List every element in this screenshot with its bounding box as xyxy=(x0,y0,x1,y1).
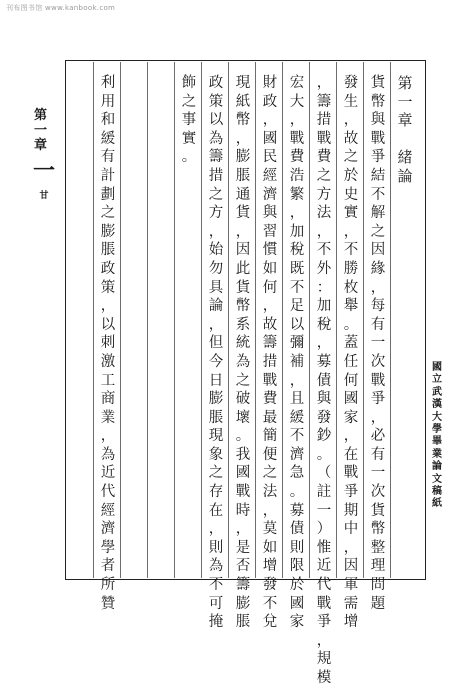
column-char: 限 xyxy=(289,558,305,575)
column-char: 勿 xyxy=(208,260,224,277)
column-char: 此 xyxy=(235,260,251,277)
column-char: 民 xyxy=(262,149,278,166)
column-char: 之 xyxy=(181,93,197,110)
column-char: 軍 xyxy=(343,577,359,594)
column-char: 為 xyxy=(100,446,116,463)
text-column xyxy=(311,74,337,688)
column-char: 既 xyxy=(289,260,305,277)
column-char: 與 xyxy=(370,112,386,129)
column-char: 膨 xyxy=(235,595,251,612)
column-char: 一 xyxy=(370,335,386,352)
column-char: 用 xyxy=(100,93,116,110)
column-char: 戰 xyxy=(370,372,386,389)
text-column xyxy=(284,74,310,632)
column-char: ， xyxy=(208,223,224,240)
column-char: 業 xyxy=(100,409,116,426)
column-char: 因 xyxy=(370,242,386,259)
text-column xyxy=(365,74,391,613)
column-char: 何 xyxy=(343,372,359,389)
column-char: 發 xyxy=(316,409,332,426)
column-char: ， xyxy=(262,502,278,519)
column-char: 壞 xyxy=(235,409,251,426)
column-char: 募 xyxy=(316,353,332,370)
text-column xyxy=(203,74,229,632)
column-char: 濟 xyxy=(289,446,305,463)
column-char: ， xyxy=(100,428,116,445)
column-char: 是 xyxy=(235,539,251,556)
column-char: 紙 xyxy=(235,93,251,110)
column-char: 脹 xyxy=(235,167,251,184)
column-char: 近 xyxy=(100,465,116,482)
column-char: 債 xyxy=(289,521,305,538)
column-char: 緒 xyxy=(397,148,413,167)
column-char: 任 xyxy=(343,353,359,370)
column-char: 最 xyxy=(262,409,278,426)
column-char: 不 xyxy=(370,186,386,203)
column-char: 在 xyxy=(343,446,359,463)
column-char: 劃 xyxy=(100,186,116,203)
column-char: 今 xyxy=(208,353,224,370)
column-char: 足 xyxy=(289,298,305,315)
column-char: 通 xyxy=(235,186,251,203)
column-char: 之 xyxy=(208,186,224,203)
column-char: 膨 xyxy=(208,391,224,408)
column-char: 國 xyxy=(235,465,251,482)
margin-note: 甘 xyxy=(39,191,49,201)
column-char: 統 xyxy=(235,335,251,352)
column-char: 費 xyxy=(289,149,305,166)
column-char: 籌 xyxy=(262,335,278,352)
column-char: 代 xyxy=(316,577,332,594)
column-char: 事 xyxy=(181,112,197,129)
column-char: 商 xyxy=(100,391,116,408)
column-char: 浩 xyxy=(289,167,305,184)
column-char: 緩 xyxy=(100,130,116,147)
imprint-char: 稿 xyxy=(432,486,442,498)
column-char: 實 xyxy=(343,205,359,222)
column-char: 之 xyxy=(235,372,251,389)
imprint-char: 文 xyxy=(432,473,442,485)
column-char: 一 xyxy=(370,465,386,482)
column-char: 。 xyxy=(343,316,359,333)
column-char: 膨 xyxy=(100,223,116,240)
column-char: ， xyxy=(100,298,116,315)
column-char: 但 xyxy=(208,335,224,352)
column-char: 章 xyxy=(397,111,413,130)
column-char: 現 xyxy=(235,75,251,91)
column-char: 政 xyxy=(100,260,116,277)
column-char: ， xyxy=(208,521,224,538)
column-char: 為 xyxy=(208,130,224,147)
column-char: 如 xyxy=(262,260,278,277)
column-char: 習 xyxy=(262,223,278,240)
column-char: 濟 xyxy=(100,521,116,538)
column-char: 因 xyxy=(235,242,251,259)
column-char: 利 xyxy=(100,75,116,91)
column-char: 計 xyxy=(100,167,116,184)
column-char: 經 xyxy=(100,502,116,519)
column-char: 膨 xyxy=(235,149,251,166)
column-char: 增 xyxy=(343,614,359,631)
column-char: 補 xyxy=(289,353,305,370)
column-char: 加 xyxy=(289,223,305,240)
column-char: ， xyxy=(316,632,332,649)
column-char: 在 xyxy=(208,502,224,519)
column-char: 次 xyxy=(370,484,386,501)
imprint-char: 國 xyxy=(432,362,442,373)
column-char: 鈔 xyxy=(316,428,332,445)
paper-imprint xyxy=(430,362,444,511)
column-char: 理 xyxy=(370,558,386,575)
column-char: 慣 xyxy=(262,242,278,259)
column-char: 惟 xyxy=(316,539,332,556)
column-char: 於 xyxy=(343,167,359,184)
column-char: 日 xyxy=(208,372,224,389)
column-char: 史 xyxy=(343,186,359,203)
column-char: 發 xyxy=(262,577,278,594)
column-char: 不 xyxy=(262,595,278,612)
column-char: 彌 xyxy=(289,335,305,352)
column-char: 募 xyxy=(289,502,305,519)
column-char: 故 xyxy=(343,130,359,147)
column-char: ， xyxy=(235,223,251,240)
column-char: 每 xyxy=(370,298,386,315)
column-char: 有 xyxy=(370,446,386,463)
column-char: 之 xyxy=(100,205,116,222)
grid-line xyxy=(174,62,175,578)
column-char: 工 xyxy=(100,372,116,389)
column-char: 學 xyxy=(100,539,116,556)
column-char: 飾 xyxy=(181,75,197,91)
column-char: 可 xyxy=(208,595,224,612)
column-char: 戰 xyxy=(370,130,386,147)
column-char: ， xyxy=(343,428,359,445)
column-char: 實 xyxy=(181,130,197,147)
column-char: 。 xyxy=(289,484,305,501)
column-char xyxy=(397,130,412,149)
column-char: 便 xyxy=(262,446,278,463)
text-column xyxy=(176,74,202,167)
column-char: 緩 xyxy=(289,409,305,426)
column-char: 故 xyxy=(262,316,278,333)
column-char: 國 xyxy=(262,130,278,147)
column-char: 刺 xyxy=(100,335,116,352)
column-char: ， xyxy=(235,521,251,538)
column-char: 論 xyxy=(397,166,413,185)
column-char: 於 xyxy=(289,577,305,594)
column-char: ， xyxy=(316,223,332,240)
column-char: 以 xyxy=(100,316,116,333)
column-char: 之 xyxy=(343,149,359,166)
column-char: 規 xyxy=(316,651,332,668)
column-char: 期 xyxy=(343,502,359,519)
column-char: 戰 xyxy=(343,465,359,482)
column-char: 急 xyxy=(289,465,305,482)
grid-line xyxy=(93,62,94,578)
column-char: 濟 xyxy=(262,186,278,203)
column-char: 為 xyxy=(208,558,224,575)
column-char: ， xyxy=(289,205,305,222)
column-char: 註 xyxy=(316,484,332,501)
column-char: 激 xyxy=(100,353,116,370)
column-char: 幣 xyxy=(235,112,251,129)
column-char: 爭 xyxy=(370,391,386,408)
column-char: 我 xyxy=(235,446,251,463)
column-char: 貨 xyxy=(370,75,386,91)
column-char: 簡 xyxy=(262,428,278,445)
column-char: 戰 xyxy=(316,595,332,612)
column-char: 貨 xyxy=(370,502,386,519)
column-char: 兌 xyxy=(262,614,278,631)
column-char: 之 xyxy=(208,465,224,482)
column-char: 存 xyxy=(208,484,224,501)
chapter-heading-column xyxy=(392,74,418,186)
column-char: ， xyxy=(235,130,251,147)
column-char: 國 xyxy=(343,391,359,408)
text-column xyxy=(95,74,121,613)
imprint-char: 大 xyxy=(432,411,442,423)
column-char: 發 xyxy=(343,75,359,91)
imprint-char: 學 xyxy=(432,424,442,436)
column-char: 整 xyxy=(370,539,386,556)
column-char: 法 xyxy=(262,484,278,501)
column-char: 勝 xyxy=(343,260,359,277)
column-char: 法 xyxy=(316,205,332,222)
column-char: 。 xyxy=(316,446,332,463)
text-column xyxy=(338,74,364,632)
column-char: 之 xyxy=(316,167,332,184)
column-char: ， xyxy=(370,409,386,426)
column-char: 與 xyxy=(262,205,278,222)
column-char: 有 xyxy=(370,316,386,333)
imprint-char: 武 xyxy=(432,386,442,398)
column-char: 不 xyxy=(316,242,332,259)
column-char: 所 xyxy=(100,577,116,594)
column-char: 宏 xyxy=(289,75,305,91)
column-char: 不 xyxy=(289,279,305,296)
column-char: 方 xyxy=(208,205,224,222)
column-char: ， xyxy=(289,372,305,389)
text-column xyxy=(230,74,256,632)
column-char: 戰 xyxy=(316,130,332,147)
column-char: 蓋 xyxy=(343,335,359,352)
column-char: 掩 xyxy=(208,614,224,631)
column-char: 緣 xyxy=(370,260,386,277)
column-char: 象 xyxy=(208,446,224,463)
column-char: 結 xyxy=(370,167,386,184)
left-margin-label xyxy=(34,108,54,202)
column-char: 與 xyxy=(316,391,332,408)
column-char: 需 xyxy=(343,595,359,612)
column-char: 題 xyxy=(370,595,386,612)
imprint-char: 論 xyxy=(432,461,442,473)
column-char: 不 xyxy=(208,577,224,594)
column-char: ， xyxy=(370,279,386,296)
column-char: ， xyxy=(343,112,359,129)
column-char: 近 xyxy=(316,558,332,575)
column-char: 始 xyxy=(208,242,224,259)
column-char: 國 xyxy=(289,595,305,612)
column-char: 爭 xyxy=(343,484,359,501)
column-char: 債 xyxy=(316,372,332,389)
column-char: 必 xyxy=(370,428,386,445)
column-char: 以 xyxy=(208,112,224,129)
column-char: ， xyxy=(343,223,359,240)
column-char: 者 xyxy=(100,558,116,575)
column-char: 第 xyxy=(397,74,413,92)
column-char: 。 xyxy=(235,428,251,445)
imprint-char: 立 xyxy=(432,374,442,386)
imprint-char: 紙 xyxy=(432,498,442,510)
column-char: 。 xyxy=(181,149,197,166)
imprint-char: 畢 xyxy=(432,436,442,448)
column-char: 何 xyxy=(262,279,278,296)
column-char: 因 xyxy=(343,558,359,575)
column-char: 以 xyxy=(289,316,305,333)
column-char: 枚 xyxy=(343,279,359,296)
column-char: ， xyxy=(289,112,305,129)
column-char: 費 xyxy=(262,391,278,408)
column-char: 解 xyxy=(370,205,386,222)
imprint-char: 漢 xyxy=(432,399,442,411)
column-char: ： xyxy=(316,279,332,296)
column-char: 脹 xyxy=(100,242,116,259)
column-char: 經 xyxy=(262,167,278,184)
column-char: 之 xyxy=(370,223,386,240)
column-char: 外 xyxy=(316,260,332,277)
column-char: 增 xyxy=(262,558,278,575)
column-char: （ xyxy=(316,465,332,482)
column-char: 且 xyxy=(289,391,305,408)
column-char: 為 xyxy=(235,353,251,370)
column-char: 時 xyxy=(235,502,251,519)
column-char: 破 xyxy=(235,391,251,408)
column-char: 大 xyxy=(289,93,305,110)
column-char: 現 xyxy=(208,428,224,445)
part-marker: 一 xyxy=(33,158,56,184)
column-char: 幣 xyxy=(370,521,386,538)
column-char: 政 xyxy=(208,75,224,91)
column-char: 費 xyxy=(316,149,332,166)
imprint-char: 業 xyxy=(432,448,442,460)
column-char: ， xyxy=(343,539,359,556)
column-char: 加 xyxy=(316,298,332,315)
column-char: 爭 xyxy=(370,149,386,166)
column-char: 和 xyxy=(100,112,116,129)
column-char: 籌 xyxy=(208,149,224,166)
column-char: 一 xyxy=(397,92,413,111)
column-char: 則 xyxy=(289,539,305,556)
column-char: 不 xyxy=(289,428,305,445)
column-char: 籌 xyxy=(235,577,251,594)
column-char: 稅 xyxy=(289,242,305,259)
column-char: 財 xyxy=(262,75,278,91)
column-char: 模 xyxy=(316,670,332,686)
column-char: ） xyxy=(316,521,332,538)
column-char: 具 xyxy=(208,279,224,296)
column-char: 問 xyxy=(370,577,386,594)
column-char: 如 xyxy=(262,539,278,556)
column-char: 一 xyxy=(316,502,332,519)
column-char: 戰 xyxy=(235,484,251,501)
column-char: ， xyxy=(262,298,278,315)
text-column xyxy=(257,74,283,632)
column-char: 贊 xyxy=(100,595,116,612)
column-char: 戰 xyxy=(289,130,305,147)
column-char: 政 xyxy=(262,93,278,110)
column-char: 措 xyxy=(316,112,332,129)
column-char: 有 xyxy=(100,149,116,166)
column-char: 否 xyxy=(235,558,251,575)
column-char: 舉 xyxy=(343,298,359,315)
column-char: 措 xyxy=(262,353,278,370)
column-char: ， xyxy=(316,335,332,352)
column-char: 脹 xyxy=(208,409,224,426)
column-char: 則 xyxy=(208,539,224,556)
column-char: 代 xyxy=(100,484,116,501)
column-char: 生 xyxy=(343,93,359,110)
column-char: 系 xyxy=(235,316,251,333)
column-char: 家 xyxy=(289,614,305,631)
column-char: 家 xyxy=(343,409,359,426)
column-char: 中 xyxy=(343,521,359,538)
column-char: 稅 xyxy=(316,316,332,333)
column-char: 措 xyxy=(208,167,224,184)
column-char: 幣 xyxy=(370,93,386,110)
column-char: 不 xyxy=(343,242,359,259)
column-char: 脹 xyxy=(235,614,251,631)
column-char: 方 xyxy=(316,186,332,203)
column-char: ， xyxy=(208,316,224,333)
column-char: 之 xyxy=(262,465,278,482)
column-char: 爭 xyxy=(316,614,332,631)
watermark-text: 刊布图书馆 www.kanbook.com xyxy=(6,4,116,12)
grid-line xyxy=(147,62,148,578)
column-char: 貨 xyxy=(235,205,251,222)
column-char: ， xyxy=(316,75,332,91)
column-char: 莫 xyxy=(262,521,278,538)
column-char: 籌 xyxy=(316,93,332,110)
column-char: ， xyxy=(262,112,278,129)
column-char: 策 xyxy=(100,279,116,296)
column-char: 戰 xyxy=(262,372,278,389)
column-char: 幣 xyxy=(235,298,251,315)
column-char: 繁 xyxy=(289,186,305,203)
column-char: 貨 xyxy=(235,279,251,296)
column-char: 論 xyxy=(208,298,224,315)
chapter-marker: 第一章 xyxy=(34,108,48,153)
column-char: 次 xyxy=(370,353,386,370)
column-char: 策 xyxy=(208,93,224,110)
